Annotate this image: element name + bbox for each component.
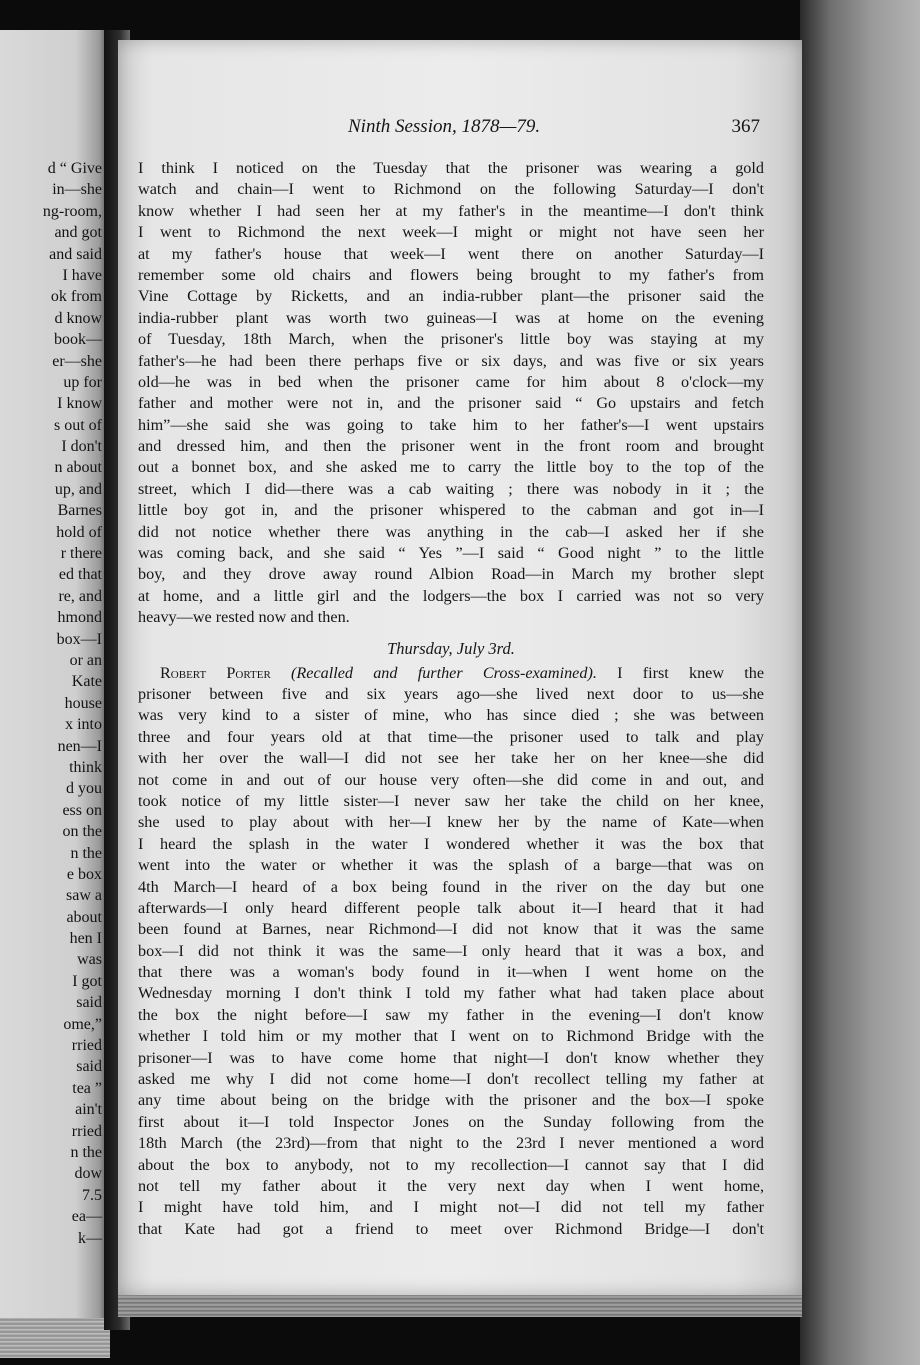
text-line: that there was a woman's body found in it—when I went home on the (138, 963, 764, 982)
left-page-fragment: I don't (61, 438, 102, 456)
text-line: was very kind to a sister of mine, who has since died ; she was between (138, 706, 764, 725)
left-page-fragment: ok from (50, 288, 102, 306)
text-line: first about it—I told Inspector Jones on the Sunday following from the (138, 1112, 764, 1131)
left-page-fragment: Barnes (57, 502, 102, 520)
text-line: boy, and they drove away round Albion Road—in March my brother slept (138, 565, 764, 584)
text-line: of Tuesday, 18th March, when the prisoner's little boy was staying at my (138, 330, 764, 349)
left-page-fragment: rried (71, 1037, 102, 1055)
left-facing-page (0, 30, 108, 1330)
left-page-fragment: e box (66, 865, 102, 883)
text-line: that Kate had got a friend to meet over Richmond Bridge—I don't (138, 1219, 764, 1238)
text-line: Wednesday morning I don't think I told my father what had taken place about (138, 984, 764, 1003)
left-page-fragment: ed that (58, 566, 102, 584)
testimony-paragraph-2 (138, 684, 764, 1240)
left-page-fragment: think (69, 758, 102, 776)
witness-line-rest: I first knew the (617, 663, 765, 682)
text-line: was coming back, and she said “ Yes ”—I said “ Good night ” to the little (138, 544, 764, 563)
left-page-fragment: and said (49, 245, 102, 263)
text-line: I heard the splash in the water I wondered whether it was the box that (138, 834, 764, 853)
page-bottom-edge (118, 1295, 802, 1317)
left-page-fragment: n the (70, 1143, 102, 1161)
left-page-fragment: d you (66, 780, 102, 798)
text-line: prisoner—I was to have come home that night—I don't know whether they (138, 1048, 764, 1067)
text-line: any time about being on the bridge with the prisoner and the box—I spoke (138, 1091, 764, 1110)
text-line: three and four years old at that time—the prisoner used to talk and play (138, 727, 764, 746)
text-line: at home, and a little girl and the lodgers—the box I carried was not so very (138, 586, 764, 605)
left-page-fragment: book— (54, 331, 102, 349)
text-line: box—I did not think it was the same—I only heard that it was a box, and (138, 941, 764, 960)
left-page-fragment: in—she (52, 181, 102, 199)
running-head (230, 116, 760, 144)
left-page-fragment: house (64, 694, 102, 712)
witness-status: (Recalled and further Cross-examined). (291, 663, 597, 682)
left-page-fragment: saw a (66, 887, 102, 905)
left-page-fragment: about (66, 908, 102, 926)
text-line: at my father's house that week—I went there on another Saturday—I (138, 244, 764, 263)
text-line: Vine Cottage by Ricketts, and an india-rubber plant—the prisoner said the (138, 287, 764, 306)
left-page-fragment: er—she (52, 352, 102, 370)
backdrop-right (800, 0, 920, 1365)
left-page-fragment: d “ Give (47, 160, 102, 177)
left-page-fragment: said (76, 1058, 102, 1076)
text-line: street, which I did—there was a cab waiting ; there was nobody in it ; the (138, 479, 764, 498)
left-page-fragment: nen—I (57, 737, 102, 755)
left-page-text-fragments (0, 158, 102, 1249)
date-heading: Thursday, July 3rd. (387, 638, 515, 658)
text-line: about the box to anybody, not to my recollection—I cannot say that I did (138, 1155, 764, 1174)
left-page-fragment: n the (70, 844, 102, 862)
text-line: did not notice whether there was anything in the cab—I asked her if she (138, 522, 764, 541)
text-line: little boy got in, and the prisoner whispered to the cabman and got in—I (138, 501, 764, 520)
left-page-fragment: ess on (62, 801, 102, 819)
left-page-fragment: re, and (58, 587, 102, 605)
text-line: afterwards—I only heard different people talk about it—I heard that it had (138, 898, 764, 917)
text-line: the box the night before—I saw my father in the evening—I don't know (138, 1005, 764, 1024)
text-line: know whether I had seen her at my father's in the meantime—I don't think (138, 201, 764, 220)
text-line: I might have told him, and I might not—I did not tell my father (138, 1198, 764, 1217)
text-line: watch and chain—I went to Richmond on the following Saturday—I don't (138, 180, 764, 199)
body-text (138, 158, 764, 1240)
text-line: took notice of my little sister—I never saw her take the child on her knee, (138, 791, 764, 810)
text-line: I think I noticed on the Tuesday that the prisoner was wearing a gold (138, 159, 764, 177)
text-line: not tell my father about it the very next day when I went home, (138, 1176, 764, 1195)
left-page-fragment: r there (60, 545, 102, 563)
text-line: old—he was in bed when the prisoner came for him about 8 o'clock—my (138, 372, 764, 391)
text-line: out a bonnet box, and she asked me to carry the little boy to the top of the (138, 458, 764, 477)
text-line: 4th March—I heard of a box being found in the river on the day but one (138, 877, 764, 896)
text-line: asked me why I did not come home—I don't recollect telling my father at (138, 1070, 764, 1089)
left-page-fragment: ome,” (63, 1015, 102, 1033)
witness-name: Robert Porter (160, 663, 271, 682)
text-line: whether I told him or my mother that I went on to Richmond Bridge with the (138, 1027, 764, 1046)
text-line: I went to Richmond the next week—I might or might not have seen her (138, 223, 764, 242)
text-line: india-rubber plant was worth two guineas—I was at home on the evening (138, 308, 764, 327)
text-line: went into the water or whether it was the splash of a barge—that was on (138, 856, 764, 875)
left-page-fragment: x into (65, 716, 102, 734)
text-line: remember some old chairs and flowers being brought to my father's from (138, 265, 764, 284)
left-page-fragment: I know (57, 395, 102, 413)
text-line: him”—she said she was going to take him to her father's—I went upstairs (138, 415, 764, 434)
text-line: father's—he had been there perhaps five or six days, and was five or six years (138, 351, 764, 370)
text-line: with her over the wall—I did not see her take her on her knee—she did (138, 749, 764, 768)
left-page-fragment: n about (54, 459, 102, 477)
left-page-fragment: and got (54, 224, 102, 242)
left-page-fragment: I got (72, 972, 102, 990)
left-page-fragment: up, and (54, 480, 102, 498)
left-page-fragment: was (77, 951, 102, 969)
left-page-fragment: or an (69, 651, 102, 669)
left-page-fragment: hmond (57, 609, 102, 627)
text-line: prisoner between five and six years ago—she lived next door to us—she (138, 684, 764, 703)
left-page-fragment: rried (71, 1122, 102, 1140)
text-line: she used to play about with her—I knew her by the name of Kate—when (138, 813, 764, 832)
left-page-fragment: s out of (54, 416, 102, 434)
text-line: heavy—we rested now and then. (138, 608, 350, 627)
left-page-fragment: on the (62, 823, 102, 841)
witness-line (138, 663, 764, 684)
text-line: father and mother were not in, and the prisoner said “ Go upstairs and fetch (138, 394, 764, 413)
text-line: and dressed him, and then the prisoner went in the front room and brought (138, 437, 764, 456)
left-page-fragment: I have (62, 266, 102, 284)
text-line: not come in and out of our house very often—she did come in and out, and (138, 770, 764, 789)
left-page-fragment: 7.5 (82, 1186, 102, 1204)
left-page-fragment: ng-room, (42, 202, 102, 220)
left-page-fragment: hen I (69, 930, 102, 948)
text-line: been found at Barnes, near Richmond—I did not know that it was the same (138, 920, 764, 939)
left-page-fragment: said (76, 994, 102, 1012)
left-page-fragment: dow (74, 1165, 102, 1183)
session-title: Ninth Session, 1878—79. (348, 116, 541, 137)
left-page-fragment: up for (63, 373, 102, 391)
left-page-fragment: ain't (75, 1101, 102, 1119)
page-number: 367 (731, 116, 760, 137)
left-page-fragment: Kate (71, 673, 102, 691)
left-page-fragment: box—I (56, 630, 102, 648)
testimony-paragraph-1 (138, 158, 764, 629)
left-page-fragment: ea— (71, 1208, 102, 1226)
left-page-fragment: d know (54, 309, 102, 327)
left-page-edge (0, 1318, 110, 1358)
left-page-fragment: hold of (56, 523, 102, 541)
left-page-fragment: tea ” (72, 1079, 102, 1097)
text-line: 18th March (the 23rd)—from that night to the 23rd I never mentioned a word (138, 1134, 764, 1153)
left-page-fragment: k— (78, 1229, 102, 1247)
